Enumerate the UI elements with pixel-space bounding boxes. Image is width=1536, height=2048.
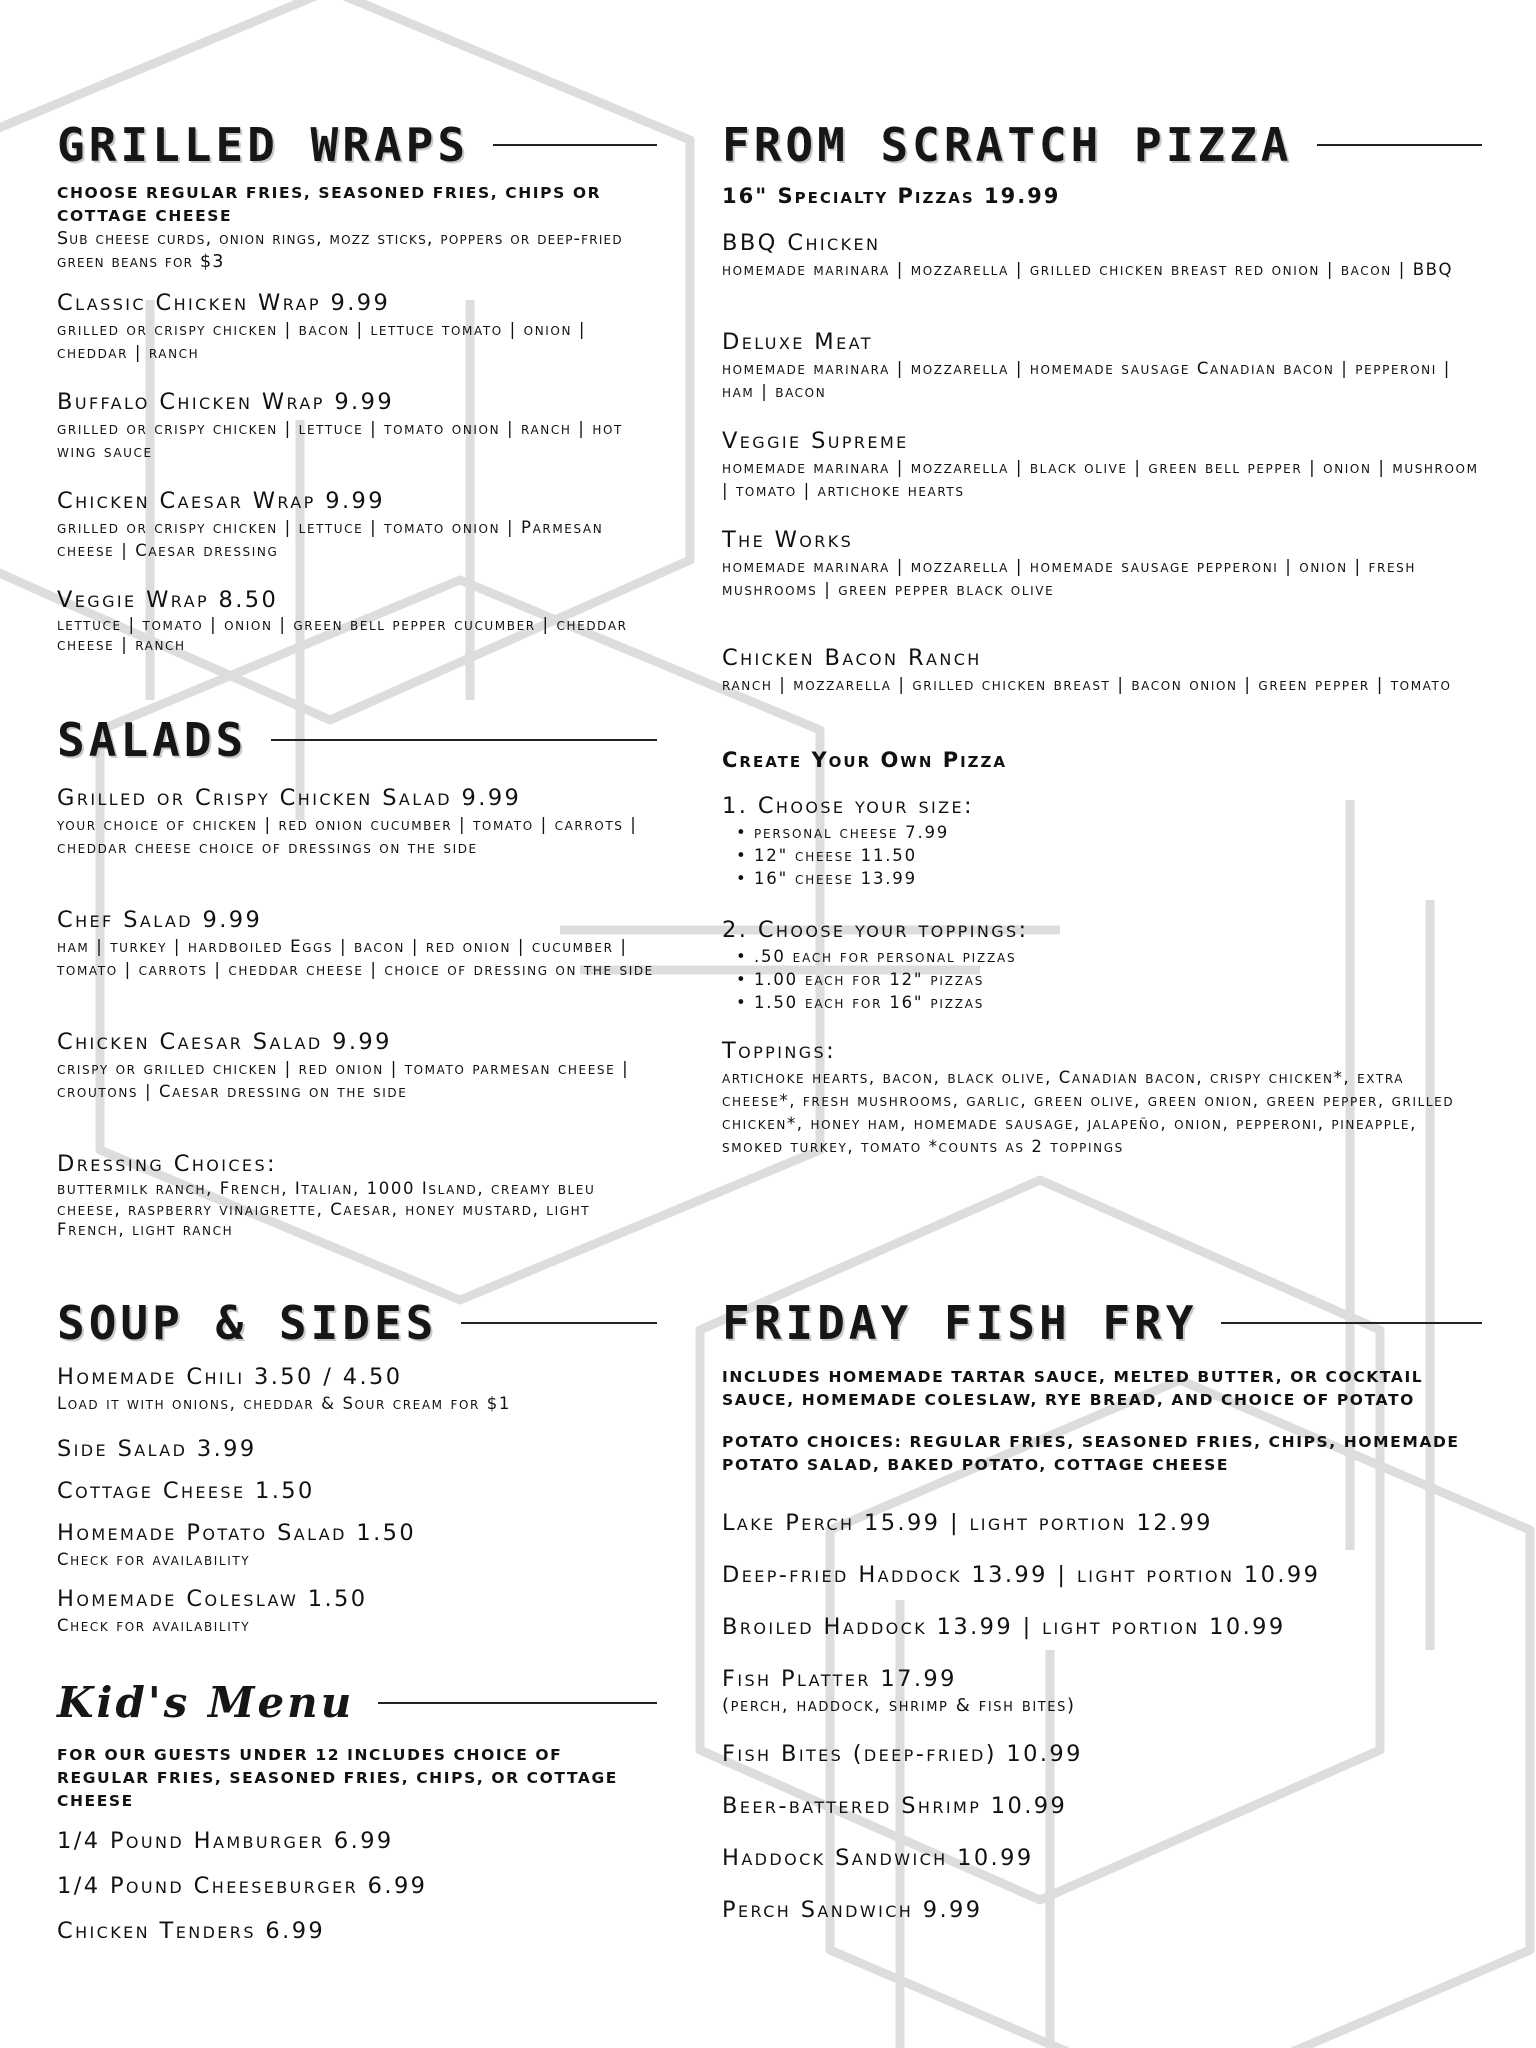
size-choices	[722, 791, 1482, 890]
size-list	[722, 821, 1482, 890]
size-option: • personal cheese 7.99	[754, 821, 1482, 844]
item-description: Check for availability	[57, 1616, 251, 1635]
menu-item	[722, 1895, 1482, 1925]
item-name: 1/4 Pound Cheeseburger 6.99	[57, 1873, 428, 1899]
section-title: FRIDAY FISH FRY	[722, 1296, 1198, 1350]
item-description: Check for availability	[57, 1550, 251, 1569]
toppings-text: artichoke hearts, bacon, black olive, Canadian bacon, crispy chicken*, extra cheese*, fresh mushrooms, garlic, green olive, green onion, green pepper, grilled chicken*, honey ham, homemade sausage, jalapeño, onion, pepperoni, pineapple, smoked turkey, tomato *counts as 2 toppings	[722, 1068, 1455, 1156]
section-note: CHOOSE REGULAR FRIES, SEASONED FRIES, CHIPS OR COTTAGE CHEESE	[57, 184, 602, 225]
item-name: Chicken Caesar Wrap 9.99	[57, 488, 385, 514]
topping-price: • 1.50 each for 16" pizzas	[754, 991, 1482, 1014]
menu-item	[57, 1518, 657, 1571]
item-name: Chef Salad 9.99	[57, 907, 263, 933]
fish-fry-section	[722, 1296, 1482, 1923]
pizza-item	[722, 426, 1482, 502]
menu-item	[722, 1612, 1482, 1642]
pizza-item	[722, 327, 1482, 403]
section-title: FROM SCRATCH PIZZA	[722, 118, 1293, 172]
section-note: INCLUDES HOMEMADE TARTAR SAUCE, MELTED BUTTER, OR COCKTAIL SAUCE, HOMEMADE COLESLAW, RYE BREAD, AND CHOICE OF POTATO	[722, 1368, 1424, 1409]
item-name: Cottage Cheese 1.50	[57, 1478, 315, 1504]
item-name: Classic Chicken Wrap 9.99	[57, 290, 391, 316]
toppings-list	[722, 1036, 1482, 1158]
item-description: homemade marinara | mozzarella | homemade sausage pepperoni | onion | fresh mushrooms | green pepper black olive	[722, 557, 1416, 599]
specialty-heading: 16" Specialty Pizzas 19.99	[722, 184, 1061, 208]
item-name: Broiled Haddock 13.99 | light portion 10.99	[722, 1614, 1286, 1640]
menu-item	[57, 486, 657, 562]
item-description: buttermilk ranch, French, Italian, 1000 Island, creamy bleu cheese, raspberry vinaigrette, Caesar, honey mustard, light French, light ranch	[57, 1179, 596, 1239]
create-your-own	[722, 746, 1482, 774]
item-name: Chicken Tenders 6.99	[57, 1918, 326, 1944]
section-header	[722, 118, 1482, 172]
item-name: Chicken Bacon Ranch	[722, 645, 982, 671]
item-description: lettuce | tomato | onion | green bell pepper cucumber | cheddar cheese | ranch	[57, 615, 628, 654]
menu-item	[57, 1871, 657, 1901]
item-name: Grilled or Crispy Chicken Salad 9.99	[57, 785, 522, 811]
item-name: Deep-fried Haddock 13.99 | light portion 10.99	[722, 1562, 1321, 1588]
menu-item	[722, 1739, 1482, 1769]
item-name: Haddock Sandwich 10.99	[722, 1845, 1034, 1871]
menu-item	[57, 1584, 657, 1637]
item-description: Load it with onions, cheddar & Sour cream for $1	[57, 1394, 512, 1413]
section-note: FOR OUR GUESTS UNDER 12 INCLUDES CHOICE OF REGULAR FRIES, SEASONED FRIES, CHIPS, OR COTTAGE CHEESE	[57, 1746, 618, 1810]
section-header	[57, 1296, 657, 1350]
item-name: Deluxe Meat	[722, 329, 873, 355]
item-description: ham | turkey | hardboiled Eggs | bacon | red onion | cucumber | tomato | carrots | cheddar cheese | choice of dressing on the side	[57, 937, 654, 979]
item-description: homemade marinara | mozzarella | black olive | green bell pepper | onion | mushroom | tomato | artichoke hearts	[722, 458, 1479, 500]
pizza-section	[722, 118, 1482, 1156]
item-description: homemade marinara | mozzarella | grilled chicken breast red onion | bacon | BBQ	[722, 260, 1454, 279]
header-rule	[1221, 1322, 1482, 1324]
header-rule	[378, 1702, 657, 1704]
item-name: Buffalo Chicken Wrap 9.99	[57, 389, 395, 415]
topping-price: • 1.00 each for 12" pizzas	[754, 968, 1482, 991]
menu-item	[57, 1362, 657, 1415]
section-title: Kid's Menu	[57, 1678, 355, 1727]
dressing-choices	[57, 1149, 657, 1241]
item-description: grilled or crispy chicken | bacon | lettuce tomato | onion | cheddar | ranch	[57, 320, 587, 362]
pizza-item	[722, 228, 1482, 281]
section-header	[57, 118, 657, 172]
item-name: Homemade Potato Salad 1.50	[57, 1520, 417, 1546]
section-header	[57, 713, 657, 767]
item-name: 1/4 Pound Hamburger 6.99	[57, 1828, 394, 1854]
item-description: grilled or crispy chicken | lettuce | tomato onion | ranch | hot wing sauce	[57, 419, 623, 461]
item-description: ranch | mozzarella | grilled chicken breast | bacon onion | green pepper | tomato	[722, 675, 1452, 694]
item-name: The Works	[722, 527, 854, 553]
kids-menu-section	[57, 1676, 657, 1944]
potato-choices-note: POTATO CHOICES: REGULAR FRIES, SEASONED FRIES, CHIPS, HOMEMADE POTATO SALAD, BAKED POTATO, COTTAGE CHEESE	[722, 1433, 1460, 1474]
item-description: (perch, haddock, shrimp & fish bites)	[722, 1695, 1076, 1716]
item-name: Lake Perch 15.99 | light portion 12.99	[722, 1510, 1213, 1536]
menu-item	[57, 1027, 657, 1103]
topping-choices	[722, 915, 1482, 1014]
section-subnote: Sub cheese curds, onion rings, mozz sticks, poppers or deep-fried green beans for $3	[57, 229, 623, 272]
menu-item	[57, 1434, 657, 1464]
pizza-item	[722, 525, 1482, 601]
create-heading: Create Your Own Pizza	[722, 748, 1008, 772]
menu-item	[722, 1560, 1482, 1590]
size-option: • 12" cheese 11.50	[754, 844, 1482, 867]
toppings-title: Toppings:	[722, 1038, 837, 1064]
header-rule	[1317, 144, 1483, 146]
item-name: Fish Platter 17.99	[722, 1666, 957, 1692]
menu-item	[57, 387, 657, 463]
menu-item	[57, 1916, 657, 1946]
item-description: crispy or grilled chicken | red onion | tomato parmesan cheese | croutons | Caesar dressing on the side	[57, 1059, 630, 1101]
item-description: your choice of chicken | red onion cucumber | tomato | carrots | cheddar cheese choice of dressings on the side	[57, 815, 638, 857]
menu-item	[57, 585, 657, 655]
item-name: Chicken Caesar Salad 9.99	[57, 1029, 392, 1055]
item-name: Side Salad 3.99	[57, 1436, 257, 1462]
item-name: BBQ Chicken	[722, 230, 881, 256]
section-title: SALADS	[57, 713, 248, 767]
section-header	[722, 1296, 1482, 1350]
menu-item	[722, 1664, 1482, 1717]
item-description: grilled or crispy chicken | lettuce | tomato onion | Parmesan cheese | Caesar dressing	[57, 518, 604, 560]
menu-item	[57, 905, 657, 981]
section-title: GRILLED WRAPS	[57, 118, 470, 172]
toppings-heading: 2. Choose your toppings:	[722, 917, 1029, 943]
menu-item	[57, 1476, 657, 1506]
menu-item	[57, 1826, 657, 1856]
header-rule	[493, 144, 657, 146]
item-name: Beer-battered Shrimp 10.99	[722, 1793, 1068, 1819]
topping-price-list	[722, 945, 1482, 1014]
header-rule	[461, 1322, 657, 1324]
item-name: Veggie Supreme	[722, 428, 909, 454]
menu-item	[57, 288, 657, 364]
salads-section	[57, 713, 657, 1239]
item-name: Perch Sandwich 9.99	[722, 1897, 983, 1923]
item-description: homemade marinara | mozzarella | homemade sausage Canadian bacon | pepperoni | ham | bacon	[722, 359, 1451, 401]
topping-price: • .50 each for personal pizzas	[754, 945, 1482, 968]
section-header	[57, 1676, 657, 1730]
menu-item	[722, 1791, 1482, 1821]
menu-item	[722, 1508, 1482, 1538]
size-option: • 16" cheese 13.99	[754, 867, 1482, 890]
soup-sides-section	[57, 1296, 657, 1635]
menu-item	[57, 783, 657, 859]
grilled-wraps-section	[57, 118, 657, 654]
item-name: Homemade Coleslaw 1.50	[57, 1586, 368, 1612]
item-name: Homemade Chili 3.50 / 4.50	[57, 1364, 403, 1390]
item-name: Fish Bites (deep-fried) 10.99	[722, 1741, 1083, 1767]
size-heading: 1. Choose your size:	[722, 793, 974, 819]
menu-item	[722, 1843, 1482, 1873]
header-rule	[271, 739, 657, 741]
item-name: Veggie Wrap 8.50	[57, 587, 279, 613]
pizza-item	[722, 643, 1482, 696]
item-name: Dressing Choices:	[57, 1151, 277, 1177]
section-title: SOUP & SIDES	[57, 1296, 438, 1350]
